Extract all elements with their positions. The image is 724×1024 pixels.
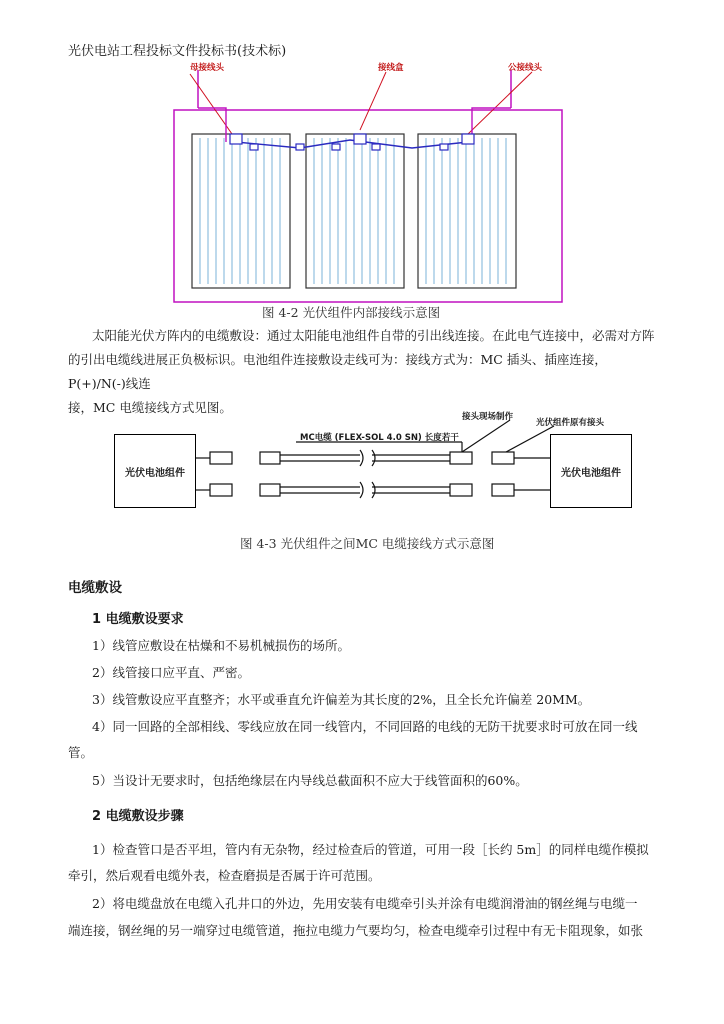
cable-break-marks	[360, 450, 375, 498]
req-item-3: 3）线管敷设应平直整齐；水平或垂直允许偏差为其长度的2%，且全长允许偏差 20MM。	[92, 692, 591, 707]
connector-1b	[296, 144, 304, 150]
connector-2b	[372, 144, 380, 150]
solar-panel-2	[306, 134, 404, 288]
jbox-leader	[360, 72, 386, 130]
intro-line-2: 的引出电缆线进展正负极标识。电池组件连接敷设走线可为：接线方式为：MC 插头、插座连接，P(+)/N(-)线连	[68, 352, 607, 391]
req-item-5: 5）当设计无要求时，包括绝缘层在内导线总截面积不应大于线管面积的60%。	[92, 773, 528, 788]
left-connector-top	[210, 452, 232, 464]
cable-bottom	[280, 487, 450, 493]
right-pv-module-box: 光伏电池组件	[550, 434, 632, 508]
left-pv-module-box: 光伏电池组件	[114, 434, 196, 508]
left-connector-bottom	[210, 484, 232, 496]
label-female-connector: 母接线头	[190, 63, 225, 73]
connector-2a	[332, 144, 340, 150]
label-mc-cable: MC电缆 (FLEX-SOL 4.0 SN) 长度若干	[300, 433, 459, 443]
solar-panel-3	[418, 134, 516, 288]
cable-end-left-bottom	[260, 484, 280, 496]
step-item-1: 1）检查管口是否平坦，管内有无杂物，经过检查后的管道，可用一段［长约 5m］的同样电缆作模拟	[92, 842, 649, 857]
wiring-diagram	[150, 58, 580, 306]
figure2-caption: 图 4-3 光伏组件之间MC 电缆接线方式示意图	[240, 536, 495, 551]
req-item-4: 4）同一回路的全部相线、零线应放在同一线管内，不同回路的电线的无防干扰要求时可放在同一线	[92, 719, 638, 734]
junction-box-1	[230, 134, 242, 144]
subsection-1-title: 1 电缆敷设要求	[92, 612, 184, 627]
figure1-caption: 图 4-2 光伏组件内部接线示意图	[262, 305, 441, 320]
intro-line-3: 接，MC 电缆接线方式见图。	[68, 400, 232, 415]
right-connector-top	[492, 452, 514, 464]
figure-pv-internal-wiring	[150, 58, 580, 306]
label-junction-box: 接线盒	[378, 63, 404, 73]
cable-end-left-top	[260, 452, 280, 464]
connector-3a	[440, 144, 448, 150]
male-arrow	[468, 72, 532, 134]
section-title: 电缆敷设	[68, 580, 122, 596]
connector-1a	[250, 144, 258, 150]
label-male-connector: 公接线头	[508, 63, 543, 73]
label-field-made-connector: 接头现场制作	[462, 412, 514, 422]
step-item-2-cont: 端连接，钢丝绳的另一端穿过电缆管道，拖拉电缆力气要均匀，检查电缆牵引过程中有无卡阻现象，如张	[68, 923, 644, 938]
junction-box-2	[354, 134, 366, 144]
subsection-2-title: 2 电缆敷设步骤	[92, 809, 184, 824]
step-item-1-cont: 牵引，然后观看电缆外表，检查磨损是否属于许可范围。	[68, 868, 381, 883]
solar-panel-1	[192, 134, 290, 288]
figure-mc-cable-wiring	[110, 402, 630, 520]
cable-end-right-bottom	[450, 484, 472, 496]
cable-end-right-top	[450, 452, 472, 464]
right-connector-bottom	[492, 484, 514, 496]
cable-top	[280, 455, 450, 461]
req-item-4-cont: 管。	[68, 745, 94, 760]
intro-line-1: 太阳能光伏方阵内的电缆敷设：通过太阳能电池组件自带的引出线连接。在此电气连接中，必需对方阵	[92, 328, 655, 343]
req-item-1: 1）线管应敷设在枯燥和不易机械损伤的场所。	[92, 638, 350, 653]
step-item-2: 2）将电缆盘放在电缆入孔井口的外边，先用安装有电缆牵引头并涂有电缆润滑油的钢丝绳与电缆一	[92, 896, 638, 911]
document-header: 光伏电站工程投标文件投标书(技术标)	[68, 44, 287, 59]
junction-box-3	[462, 134, 474, 144]
req-item-2: 2）线管接口应平直、严密。	[92, 665, 250, 680]
label-original-connector: 光伏组件原有接头	[536, 418, 605, 428]
